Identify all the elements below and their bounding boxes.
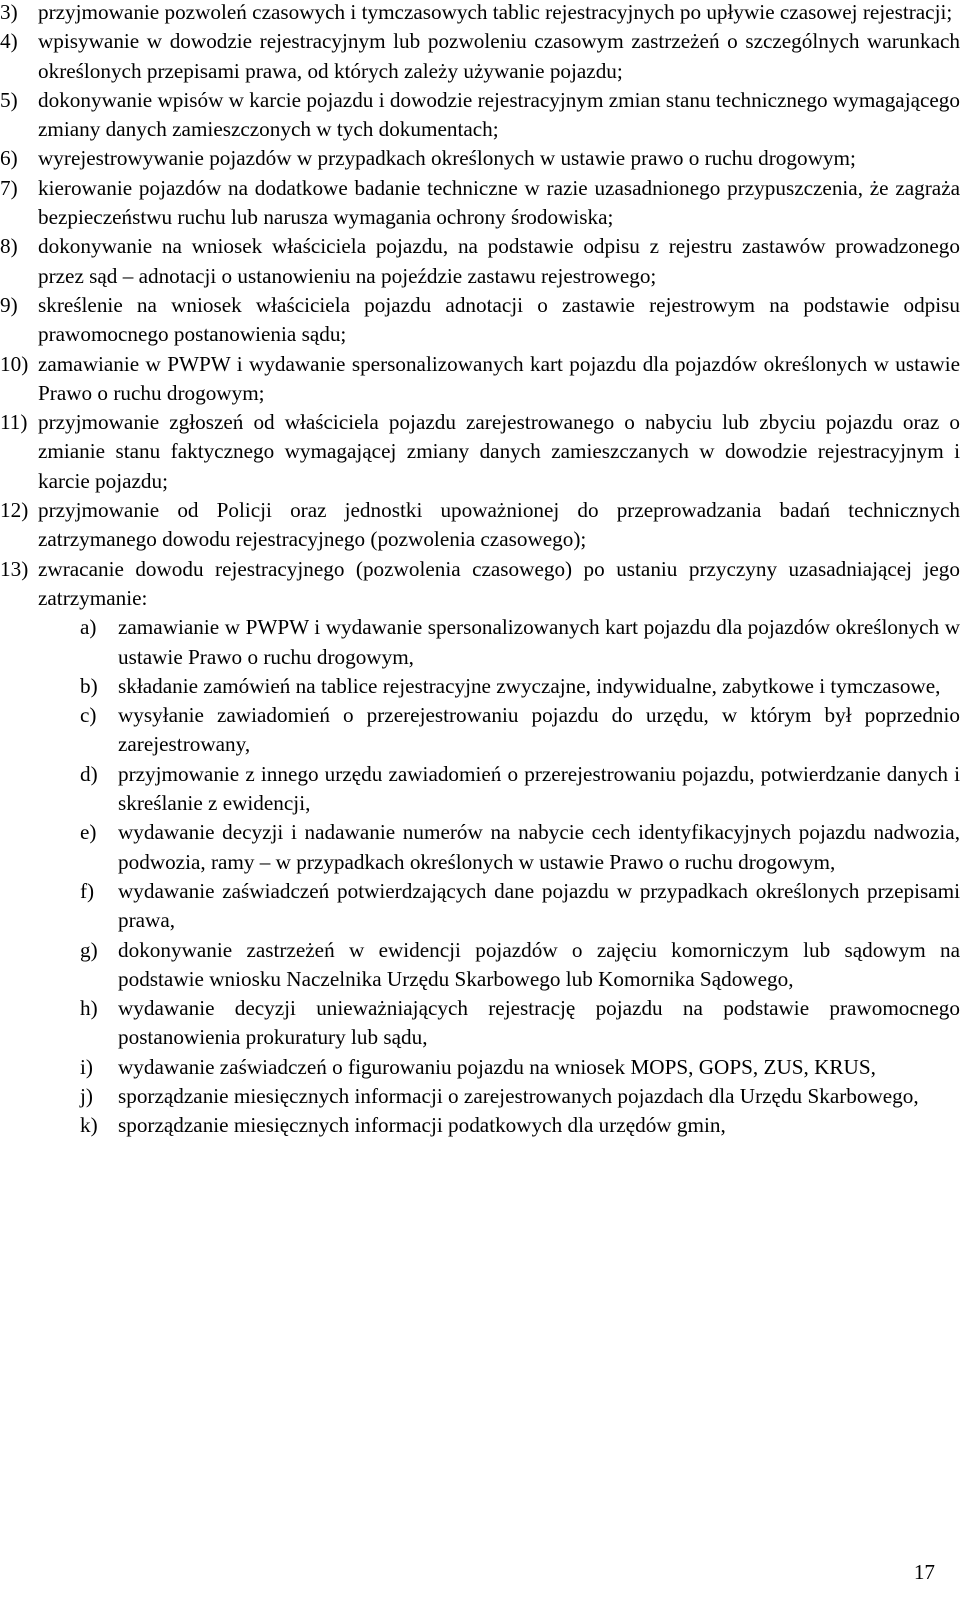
- sub-list-item: [0, 701, 960, 760]
- sub-item-letter: k): [80, 1113, 98, 1138]
- sub-list-item: [0, 760, 960, 819]
- list-item: [0, 232, 960, 291]
- item-text: dokonywanie wpisów w karcie pojazdu i dowodzie rejestracyjnym zmian stanu technicznego wymagającego zmiany danych zamieszczonych w tych dokumentach;: [38, 87, 960, 142]
- sub-list-item: [0, 818, 960, 877]
- sub-item-text: przyjmowanie z innego urzędu zawiadomień o przerejestrowaniu pojazdu, potwierdzanie danych i skreślanie z ewidencji,: [118, 761, 960, 816]
- item-number: 3): [0, 0, 18, 24]
- sub-item-text: wydawanie decyzji i nadawanie numerów na nabycie cech identyfikacyjnych pojazdu nadwozia, podwozia, ramy – w przypadkach określonych w ustawie Prawo o ruchu drogowym,: [118, 820, 960, 874]
- list-item: [0, 0, 960, 27]
- item-text: skreślenie na wniosek właściciela pojazdu adnotacji o zastawie rejestrowym na podstawie odpisu prawomocnego postanowienia sądu;: [38, 292, 960, 347]
- sub-item-text: zamawianie w PWPW i wydawanie spersonalizowanych kart pojazdu dla pojazdów określonych w ustawie Prawo o ruchu drogowym,: [118, 615, 960, 669]
- sub-item-text: dokonywanie zastrzeżeń w ewidencji pojazdów o zajęciu komorniczym lub sądowym na podstawie wniosku Naczelnika Urzędu Skarbowego lub Komornika Sądowego,: [118, 937, 960, 991]
- page-number: 17: [913, 1560, 935, 1584]
- sub-list-item: [0, 1053, 960, 1082]
- item-number: 6): [0, 146, 18, 171]
- list-item: [0, 291, 960, 350]
- sub-item-letter: h): [80, 996, 98, 1021]
- list-item: [0, 144, 960, 173]
- sub-item-letter: j): [80, 1083, 93, 1108]
- item-number: 7): [0, 175, 18, 200]
- sub-item-text: składanie zamówień na tablice rejestracyjne zwyczajne, indywidualne, zabytkowe i tymczasowe,: [118, 673, 941, 698]
- list-item: [0, 496, 960, 555]
- sub-item-letter: c): [80, 703, 97, 728]
- sub-item-text: wydawanie decyzji unieważniających rejestrację pojazdu na podstawie prawomocnego postanowienia prokuratury lub sądu,: [118, 996, 960, 1050]
- sub-item-text: wydawanie zaświadczeń o figurowaniu pojazdu na wniosek MOPS, GOPS, ZUS, KRUS,: [118, 1054, 876, 1079]
- sub-item-text: sporządzanie miesięcznych informacji o zarejestrowanych pojazdach dla Urzędu Skarbowego,: [118, 1083, 919, 1108]
- sub-item-letter: a): [80, 615, 97, 640]
- item-number: 5): [0, 87, 18, 112]
- sub-list-item: [0, 877, 960, 936]
- item-text: przyjmowanie pozwoleń czasowych i tymczasowych tablic rejestracyjnych po upływie czasowej rejestracji;: [38, 0, 953, 24]
- sub-list-item: [0, 1111, 960, 1140]
- item-text: przyjmowanie od Policji oraz jednostki upoważnionej do przeprowadzania badań technicznych zatrzymanego dowodu rejestracyjnego (pozwolenia czasowego);: [38, 498, 960, 552]
- sub-list-item: [0, 936, 960, 995]
- sub-item-letter: g): [80, 937, 98, 962]
- item-number: 13): [0, 556, 29, 581]
- sub-item-letter: e): [80, 820, 97, 845]
- list-item: [0, 174, 960, 233]
- sub-item-text: wydawanie zaświadczeń potwierdzających dane pojazdu w przypadkach określonych przepisami prawa,: [118, 878, 960, 933]
- item-number: 12): [0, 498, 29, 523]
- sub-item-text: sporządzanie miesięcznych informacji podatkowych dla urzędów gmin,: [118, 1113, 726, 1138]
- list-item: [0, 27, 960, 86]
- sub-list-item: [0, 613, 960, 672]
- list-item: [0, 86, 960, 145]
- list-item: [0, 350, 960, 409]
- sub-list-item: [0, 672, 960, 701]
- item-text: kierowanie pojazdów na dodatkowe badanie techniczne w razie uzasadnionego przypuszczenia, że zagraża bezpieczeństwu ruchu lub narusza wymagania ochrony środowiska;: [38, 175, 960, 230]
- item-text: wpisywanie w dowodzie rejestracyjnym lub pozwoleniu czasowym zastrzeżeń o szczególnych warunkach określonych przepisami prawa, od których zależy używanie pojazdu;: [38, 29, 960, 83]
- list-item: [0, 408, 960, 496]
- item-text: zwracanie dowodu rejestracyjnego (pozwolenia czasowego) po ustaniu przyczyny uzasadniającej jego zatrzymanie:: [38, 556, 960, 610]
- sub-item-letter: d): [80, 761, 98, 786]
- item-text: wyrejestrowywanie pojazdów w przypadkach określonych w ustawie prawo o ruchu drogowym;: [38, 146, 856, 171]
- sub-item-text: wysyłanie zawiadomień o przerejestrowaniu pojazdu do urzędu, w którym był poprzednio zarejestrowany,: [118, 703, 960, 757]
- item-text: zamawianie w PWPW i wydawanie spersonalizowanych kart pojazdu dla pojazdów określonych w ustawie Prawo o ruchu drogowym;: [38, 351, 960, 405]
- item-number: 10): [0, 351, 29, 376]
- sub-list-item: [0, 994, 960, 1053]
- item-number: 11): [0, 410, 28, 435]
- item-text: dokonywanie na wniosek właściciela pojazdu, na podstawie odpisu z rejestru zastawów prowadzonego przez sąd – adnotacji o ustanowieniu na pojeździe zastawu rejestrowego;: [38, 234, 960, 288]
- sub-item-letter: i): [80, 1054, 93, 1079]
- sub-item-letter: f): [80, 878, 95, 903]
- item-number: 8): [0, 234, 18, 259]
- item-text: przyjmowanie zgłoszeń od właściciela pojazdu zarejestrowanego o nabyciu lub zbyciu pojazdu oraz o zmianie stanu faktycznego wymagającej zmiany danych zamieszczanych w dowodzie rejestracyjnym i karcie pojazdu;: [38, 410, 960, 493]
- item-number: 9): [0, 292, 18, 317]
- item-number: 4): [0, 29, 18, 54]
- sub-list-item: [0, 1082, 960, 1111]
- list-item: [0, 555, 960, 614]
- sub-item-letter: b): [80, 673, 98, 698]
